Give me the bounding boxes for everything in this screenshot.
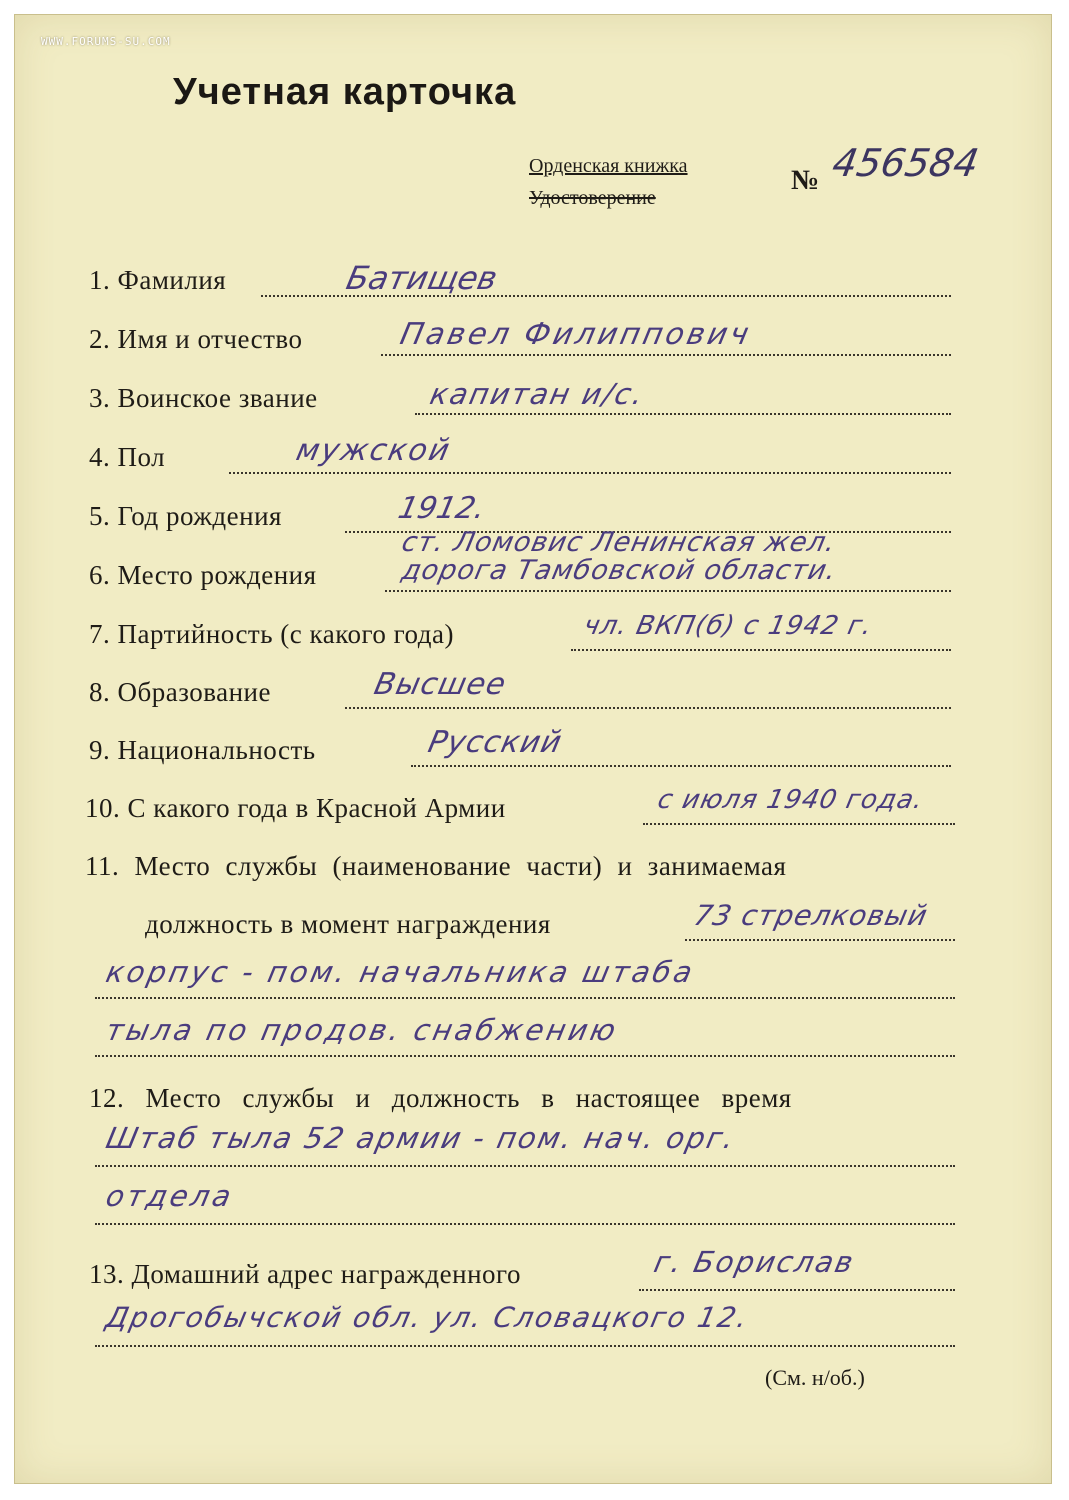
field-8-label: 8. Образование bbox=[89, 677, 271, 707]
field-12-value-line1: Штаб тыла 52 армии - пом. нач. орг. bbox=[103, 1121, 740, 1155]
field-3-label: 3. Воинское звание bbox=[89, 383, 318, 413]
field-10-value: с июля 1940 года. bbox=[655, 785, 927, 815]
field-7-value: чл. ВКП(б) с 1942 г. bbox=[581, 611, 876, 641]
field-13-value-line2: Дрогобычской обл. ул. Словацкого 12. bbox=[103, 1301, 753, 1334]
field-4-line bbox=[229, 472, 951, 474]
field-11-line3 bbox=[95, 1055, 955, 1057]
record-card bbox=[14, 14, 1052, 1484]
see-reverse-note: (См. н/об.) bbox=[765, 1365, 865, 1390]
order-book-number: 456584 bbox=[829, 141, 982, 185]
field-9-value: Русский bbox=[425, 725, 566, 760]
field-5-label: 5. Год рождения bbox=[89, 501, 282, 531]
certificate-label: Удостоверение bbox=[529, 187, 656, 209]
field-12-label: 12. Место службы и должность в настоящее время bbox=[89, 1083, 792, 1113]
field-3-line bbox=[415, 413, 951, 415]
field-11-value-line2: корпус - пом. начальника штаба bbox=[103, 955, 699, 989]
field-11-value-line3: тыла по продов. снабжению bbox=[103, 1013, 622, 1047]
field-11-line1 bbox=[685, 939, 955, 941]
field-11-label-line1: 11. Место службы (наименование части) и занимаемая bbox=[85, 851, 787, 881]
field-12-line1 bbox=[95, 1165, 955, 1167]
field-9-label: 9. Национальность bbox=[89, 735, 316, 765]
field-11-value-line1: 73 стрелковый bbox=[691, 899, 931, 932]
field-6-value-line1: ст. Ломовис Ленинская жел. bbox=[399, 527, 839, 558]
order-book-label: Орденская книжка bbox=[529, 155, 688, 177]
field-13-line2 bbox=[95, 1345, 955, 1347]
field-6-line bbox=[385, 590, 951, 592]
field-1-value: Батищев bbox=[343, 259, 501, 297]
field-9-line bbox=[411, 765, 951, 767]
field-10-line bbox=[643, 823, 955, 825]
number-label: № bbox=[791, 165, 820, 196]
field-7-label: 7. Партийность (с какого года) bbox=[89, 619, 454, 649]
field-13-label: 13. Домашний адрес награжденного bbox=[89, 1259, 521, 1289]
field-4-label: 4. Пол bbox=[89, 442, 166, 472]
field-11-label-line2: должность в момент награждения bbox=[145, 909, 551, 939]
field-2-value: Павел Филиппович bbox=[397, 317, 755, 352]
card-title: Учетная карточка bbox=[173, 71, 517, 113]
field-3-value: капитан и/с. bbox=[427, 377, 648, 411]
field-6-label: 6. Место рождения bbox=[89, 560, 317, 590]
field-2-label: 2. Имя и отчество bbox=[89, 324, 303, 354]
field-13-value-line1: г. Борислав bbox=[651, 1245, 859, 1279]
field-7-line bbox=[571, 649, 951, 651]
field-2-line bbox=[381, 354, 951, 356]
field-12-value-line2: отдела bbox=[103, 1179, 238, 1213]
field-5-value: 1912. bbox=[395, 491, 489, 526]
field-12-line2 bbox=[95, 1223, 955, 1225]
field-11-line2 bbox=[95, 997, 955, 999]
field-4-value: мужской bbox=[293, 433, 455, 468]
watermark: WWW.FORUMS-SU.COM bbox=[41, 35, 171, 48]
field-8-value: Высшее bbox=[371, 667, 510, 702]
field-8-line bbox=[345, 707, 951, 709]
field-10-label: 10. С какого года в Красной Армии bbox=[85, 793, 506, 823]
field-13-line1 bbox=[639, 1289, 955, 1291]
field-1-label: 1. Фамилия bbox=[89, 265, 227, 295]
field-6-value-line2: дорога Тамбовской области. bbox=[399, 555, 840, 586]
